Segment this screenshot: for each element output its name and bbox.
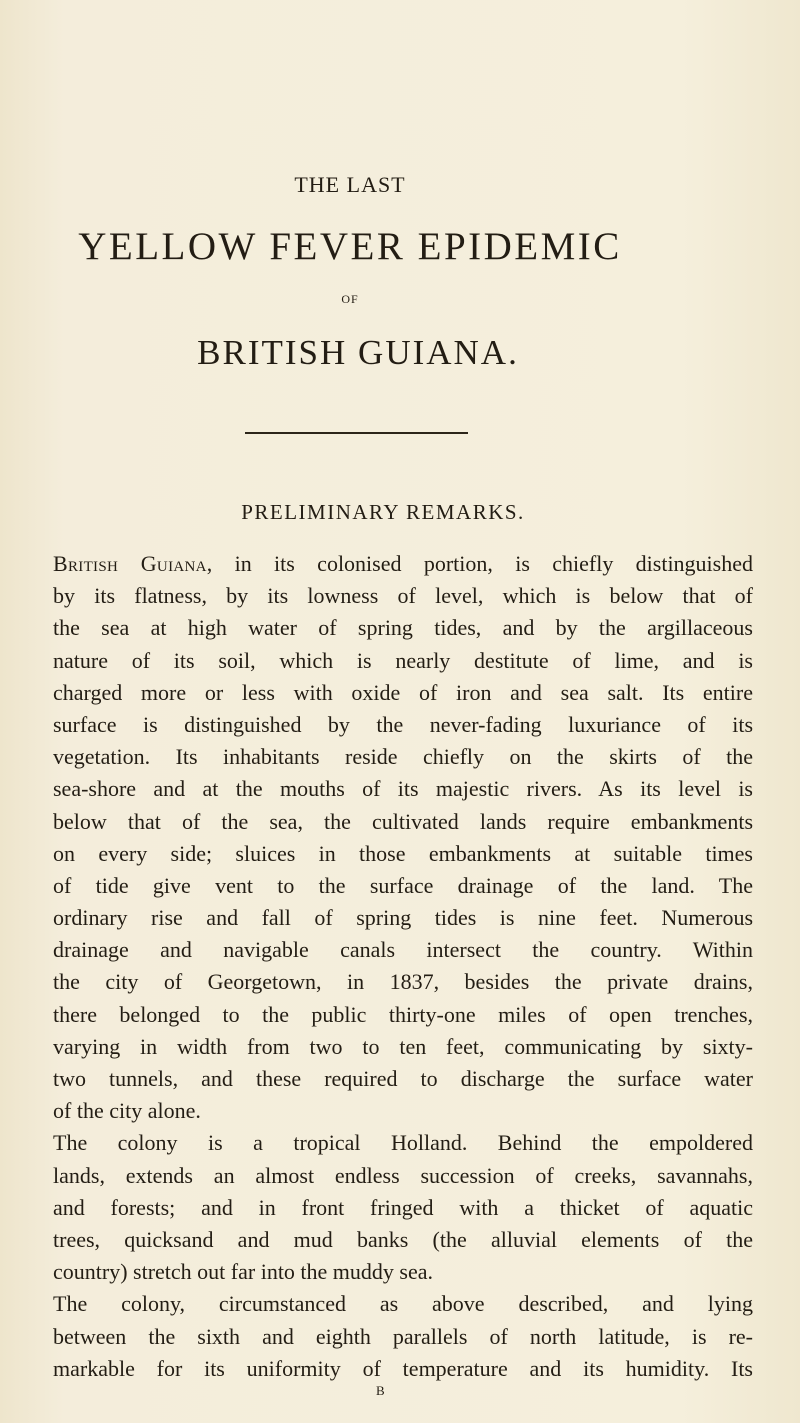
title-prefix: THE LAST — [294, 172, 406, 197]
body-line: sea-shore and at the mouths of its majestic rivers. As its level is — [53, 776, 753, 802]
body-line: markable for its uniformity of temperature and its humidity. Its — [53, 1355, 753, 1381]
title-divider-rule — [245, 432, 468, 434]
body-line: there belonged to the public thirty-one miles of open trenches, — [53, 1001, 753, 1027]
body-text — [53, 548, 753, 1385]
body-line: lands, extends an almost endless succession of creeks, savannahs, — [53, 1162, 753, 1188]
section-heading: PRELIMINARY REMARKS. — [241, 500, 525, 524]
lead-small-caps: British Guiana — [53, 551, 207, 576]
body-line: the sea at high water of spring tides, and by the argillaceous — [53, 615, 753, 641]
body-line: and forests; and in front fringed with a thicket of aquatic — [53, 1194, 753, 1220]
body-line: between the sixth and eighth parallels of north latitude, is re- — [53, 1323, 753, 1349]
title-main: YELLOW FEVER EPIDEMIC — [78, 225, 622, 268]
body-line: by its flatness, by its lowness of level, which is below that of — [53, 583, 753, 609]
body-line: on every side; sluices in those embankments at suitable times — [53, 840, 753, 866]
body-line: the city of Georgetown, in 1837, besides the private drains, — [53, 969, 753, 995]
body-line: charged more or less with oxide of iron and sea salt. Its entire — [53, 679, 753, 705]
body-line: trees, quicksand and mud banks (the alluvial elements of the — [53, 1226, 753, 1252]
signature-mark: B — [376, 1383, 385, 1398]
body-line: two tunnels, and these required to discharge the surface water — [53, 1066, 753, 1091]
body-line: below that of the sea, the cultivated lands require embankments — [53, 808, 753, 834]
body-line: The colony is a tropical Holland. Behind the empoldered — [53, 1130, 753, 1156]
body-line: vegetation. Its inhabitants reside chiefly on the skirts of the — [53, 744, 753, 770]
body-line: The colony, circumstanced as above described, and lying — [53, 1291, 753, 1317]
body-line: of the city alone. — [53, 1098, 201, 1124]
line-1-rest: , in its colonised portion, is chiefly distinguished — [206, 551, 753, 576]
body-line: of tide give vent to the surface drainage of the land. The — [53, 872, 753, 898]
body-line: ordinary rise and fall of spring tides is nine feet. Numerous — [53, 905, 753, 931]
body-line: surface is distinguished by the never-fading luxuriance of its — [53, 711, 753, 737]
body-line: country) stretch out far into the muddy sea. — [53, 1259, 434, 1285]
body-line: varying in width from two to ten feet, communicating by sixty- — [53, 1033, 753, 1059]
body-line: drainage and navigable canals intersect the country. Within — [53, 937, 753, 963]
body-line-1 — [53, 548, 753, 580]
title-of: OF — [341, 292, 359, 306]
body-line: nature of its soil, which is nearly destitute of lime, and is — [53, 647, 753, 673]
title-place: BRITISH GUIANA. — [197, 333, 519, 372]
